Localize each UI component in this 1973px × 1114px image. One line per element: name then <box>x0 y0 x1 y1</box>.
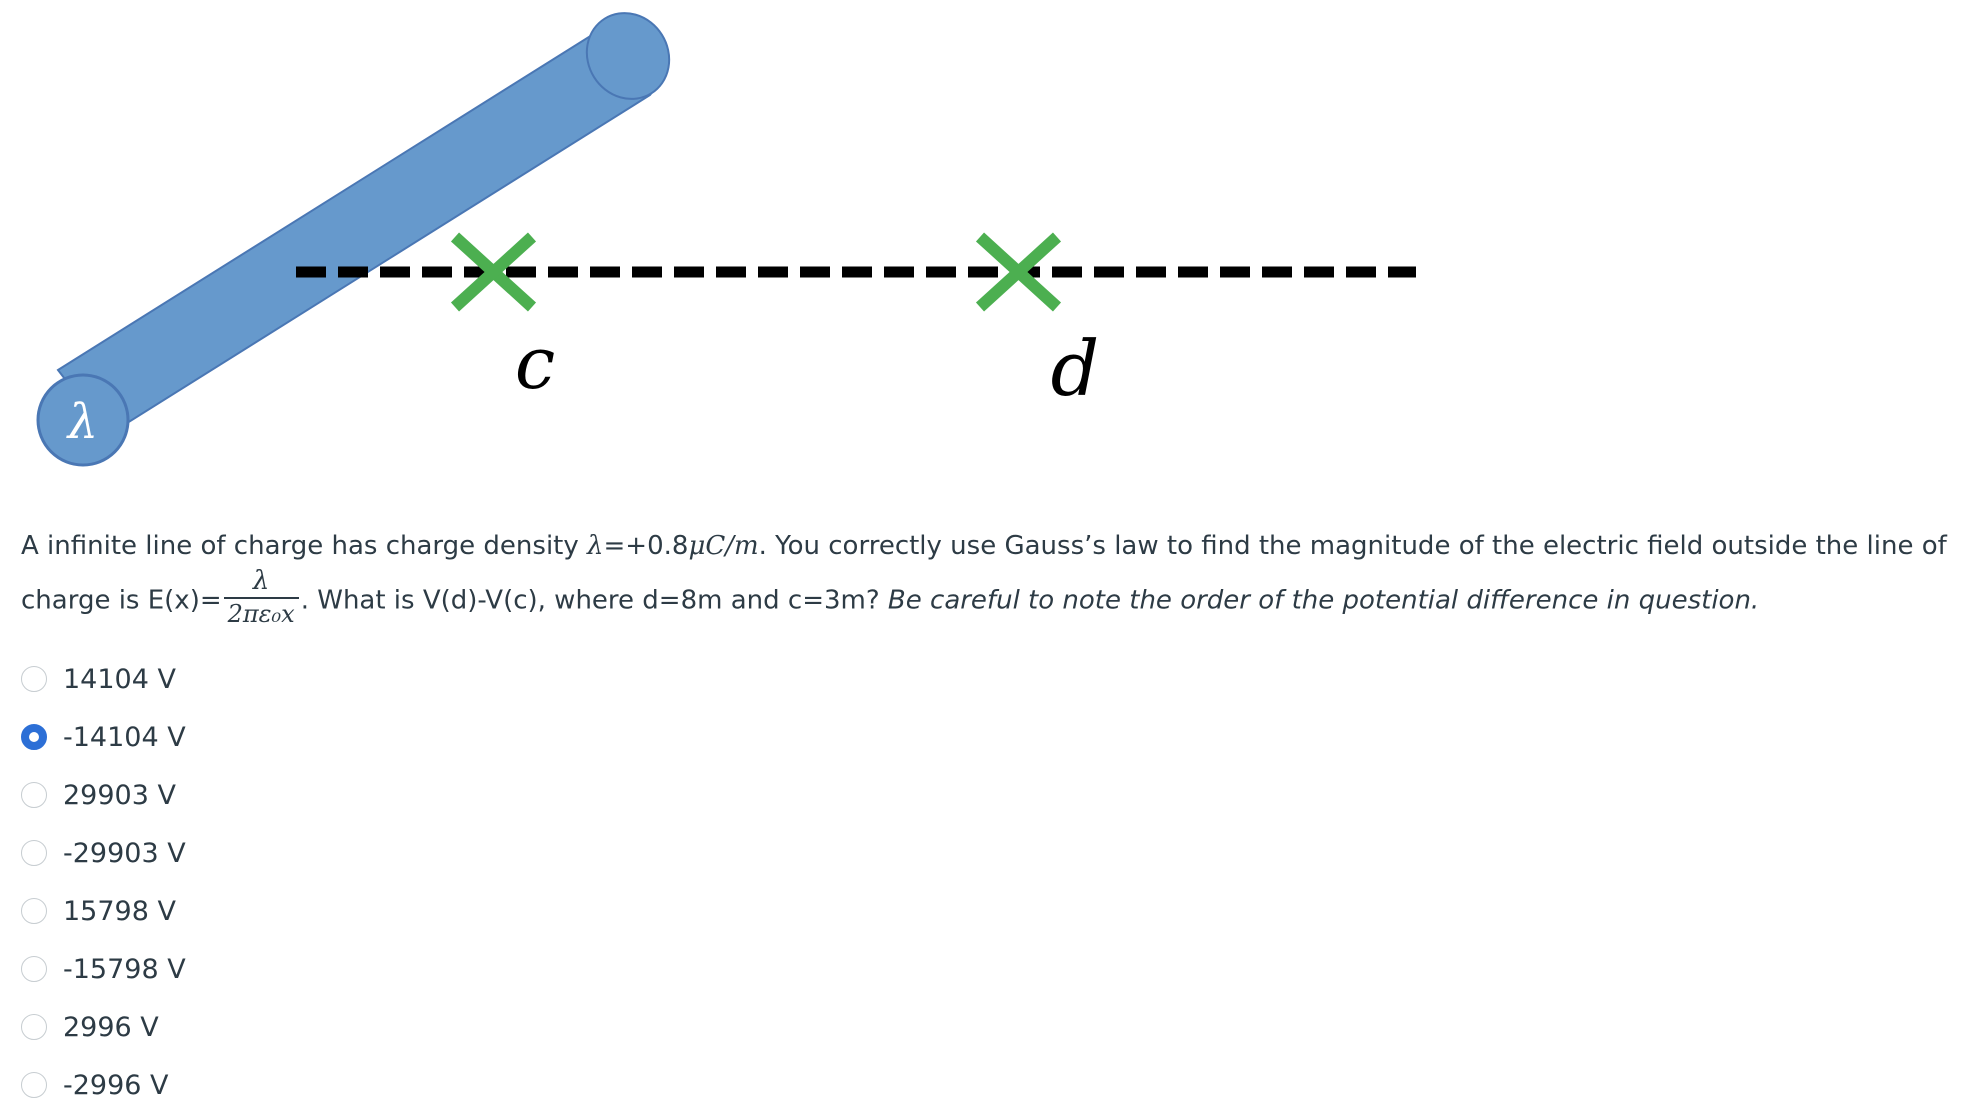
answer-option[interactable] <box>21 650 186 708</box>
charged-rod <box>38 0 685 465</box>
field-fraction <box>224 568 299 626</box>
point-c-label: c <box>514 321 556 405</box>
question-part-3: . What is V(d)-V(c), where d=8m and c=3m? <box>300 585 888 616</box>
radio-button[interactable] <box>21 1072 47 1098</box>
answer-list <box>21 650 186 1114</box>
radio-button[interactable] <box>21 840 47 866</box>
answer-option[interactable] <box>21 940 186 998</box>
question-text <box>21 520 1966 630</box>
radio-button[interactable] <box>21 782 47 808</box>
radio-button[interactable] <box>21 898 47 924</box>
question-part-1: A infinite line of charge has charge density <box>21 531 588 561</box>
answer-label: -14104 V <box>63 721 186 753</box>
answer-label: 2996 V <box>63 1011 159 1043</box>
fraction-denominator: 2πε₀x <box>224 597 299 626</box>
question-emphasis: Be careful to note the order of the potential difference in question. <box>887 585 1760 616</box>
radio-button[interactable] <box>21 956 47 982</box>
answer-label: -15798 V <box>63 953 186 985</box>
answer-label: 14104 V <box>63 663 176 695</box>
density-symbol: λ <box>587 531 604 561</box>
fraction-numerator: λ <box>252 566 270 596</box>
answer-option[interactable] <box>21 766 186 824</box>
answer-label: -29903 V <box>63 837 186 869</box>
answer-option[interactable] <box>21 998 186 1056</box>
radio-button[interactable] <box>21 1014 47 1040</box>
radio-button-selected[interactable] <box>21 724 47 750</box>
question-part-2: . You correctly use Gauss’s law to find the magnitude of the electric field outside the line of charge is E(x)= <box>21 531 1947 616</box>
density-units: μC/m <box>688 531 759 561</box>
answer-label: 29903 V <box>63 779 176 811</box>
answer-option[interactable] <box>21 708 186 766</box>
point-d-label: d <box>1050 324 1100 413</box>
lambda-symbol: λ <box>67 394 99 450</box>
answer-option[interactable] <box>21 882 186 940</box>
answer-option[interactable] <box>21 1056 186 1114</box>
answer-label: 15798 V <box>63 895 176 927</box>
answer-option[interactable] <box>21 824 186 882</box>
line-charge-diagram <box>0 0 1430 490</box>
answer-label: -2996 V <box>63 1069 169 1101</box>
density-value: =+0.8 <box>603 531 689 561</box>
radio-button[interactable] <box>21 666 47 692</box>
